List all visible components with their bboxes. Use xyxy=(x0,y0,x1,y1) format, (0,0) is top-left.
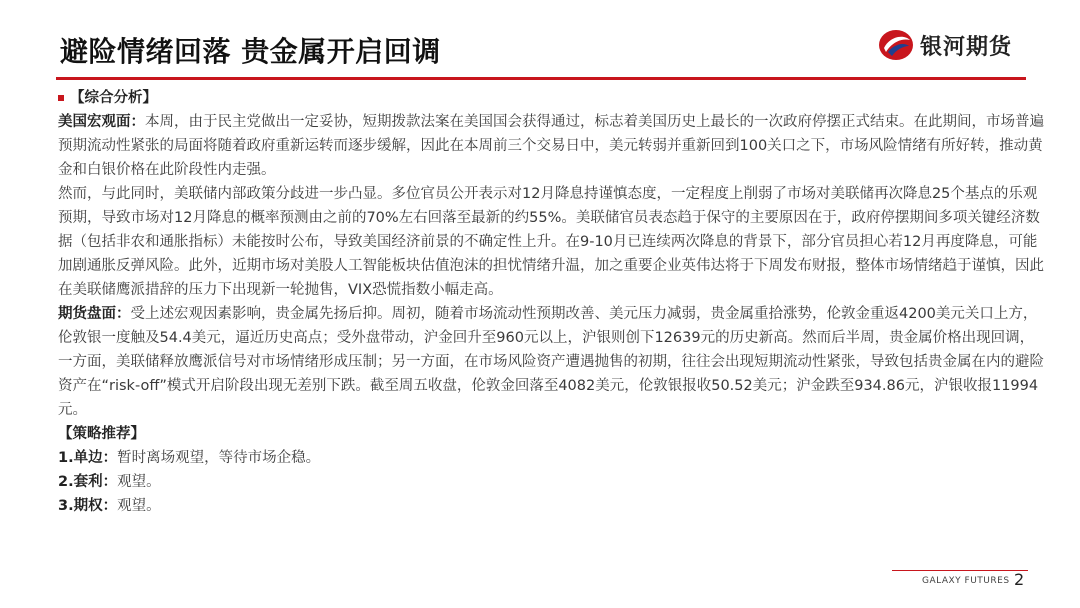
footer-brand: GALAXY FUTURES xyxy=(922,576,1010,586)
company-logo xyxy=(876,28,1012,62)
main-content xyxy=(58,86,1044,518)
footer-divider xyxy=(892,570,1028,571)
futures-label: 期货盘面： xyxy=(58,306,131,322)
strategy-item xyxy=(58,494,1044,518)
heading-text: 【综合分析】 xyxy=(70,90,157,106)
page-number: 2 xyxy=(1014,570,1025,589)
section-heading-analysis xyxy=(58,86,1044,110)
strategy-text: 暂时离场观望，等待市场企稳。 xyxy=(117,450,321,466)
futures-paragraph xyxy=(58,302,1044,422)
strategy-text: 观望。 xyxy=(117,474,161,490)
macro-label: 美国宏观面： xyxy=(58,114,145,130)
header-divider xyxy=(56,77,1026,80)
logo-text: 银河期货 xyxy=(920,34,1013,60)
futures-text: 受上述宏观因素影响，贵金属先扬后抑。周初，随着市场流动性预期改善、美元压力减弱，贵金属重拾涨势，伦敦金重返4200美元关口上方，伦敦银一度触及54.4美元，逼近历史高点；受外盘带动，沪金回升至960元以上，沪银则创下12639元的历史新高。然而后半周，贵金属价格出现回调，一方面，美联储释放鹰派信号对市场情绪形成压制；另一方面，在市场风险资产遭遇抛售的初期，往往会出现短期流动性紧张，导致包括贵金属在内的避险资产在“risk-off”模式开启阶段出现无差别下跌。截至周五收盘，伦敦金回落至4082美元，伦敦银报收50.52美元；沪金跌至934.86元，沪银收报11994元。 xyxy=(58,306,1044,418)
strategy-label: 3.期权： xyxy=(58,498,118,514)
macro-paragraph xyxy=(58,110,1044,182)
macro-text: 本周，由于民主党做出一定妥协，短期拨款法案在美国国会获得通过，标志着美国历史上最长的一次政府停摆正式结束。在此期间，市场普遍预期流动性紧张的局面将随着政府重新运转而逐步缓解，因此在本周前三个交易日中，美元转弱并重新回到100关口之下，市场风险情绪有所好转，推动黄金和白银价格在此阶段性内走强。 xyxy=(58,114,1044,178)
fed-paragraph: 然而，与此同时，美联储内部政策分歧进一步凸显。多位官员公开表示对12月降息持谨慎态度，一定程度上削弱了市场对美联储再次降息25个基点的乐观预期，导致市场对12月降息的概率预测由之前的70%左右回落至最新的约55%。美联储官员表态趋于保守的主要原因在于，政府停摆期间多项关键经济数据（包括非农和通胀指标）未能按时公布，导致美国经济前景的不确定性上升。在9-10月已连续两次降息的背景下，部分官员担心若12月再度降息，可能加剧通胀反弹风险。此外，近期市场对美股人工智能板块估值泡沫的担忧情绪升温，加之重要企业英伟达将于下周发布财报，整体市场情绪趋于谨慎，因此在美联储鹰派措辞的压力下出现新一轮抛售，VIX恐慌指数小幅走高。 xyxy=(58,186,1044,298)
strategy-item xyxy=(58,470,1044,494)
section-heading-strategy: 【策略推荐】 xyxy=(58,426,145,442)
page-title: 避险情绪回落 贵金属开启回调 xyxy=(60,35,441,68)
strategy-label: 1.单边： xyxy=(58,450,118,466)
strategy-text: 观望。 xyxy=(117,498,161,514)
galaxy-logo-icon xyxy=(876,28,916,62)
strategy-item xyxy=(58,446,1044,470)
bullet-square-icon xyxy=(58,95,64,101)
strategy-label: 2.套利： xyxy=(58,474,118,490)
